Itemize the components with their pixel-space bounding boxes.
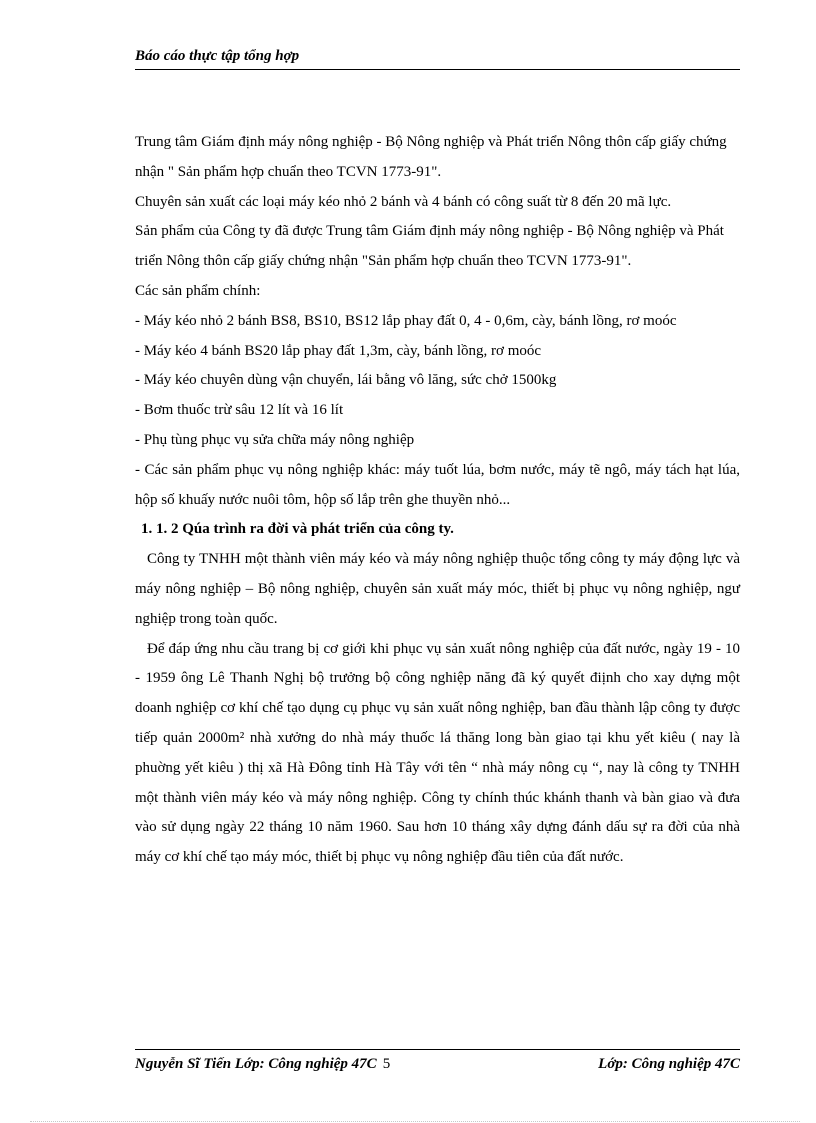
paragraph: Sản phẩm của Công ty đã được Trung tâm Giám định máy nông nghiệp - Bộ Nông nghiệp và Phát triển Nông thôn cấp giấy chứng nhận "Sản phẩm hợp chuẩn theo TCVN 1773-91". [135,223,724,270]
paragraph: Trung tâm Giám định máy nông nghiệp - Bộ Nông nghiệp và Phát triển Nông thôn cấp giấy chứng nhận " Sản phẩm hợp chuẩn theo TCVN 1773-91". [135,134,727,180]
product-list-item: - Bơm thuốc trừ sâu 12 lít và 16 lít [135,402,344,419]
product-list-item: - Phụ tùng phục vụ sửa chữa máy nông nghiệp [135,431,415,448]
paragraph: Để đáp ứng nhu cầu trang bị cơ giới khi phục vụ sản xuất nông nghiệp của đất nước, ngày 19 - 10 - 1959 ông Lê Thanh Nghị bộ trưởng bộ công nghiệp năng đã ký quyết điịnh cho xay dựng một doanh nghiệp cơ khí chế tạo dụng cụ phục vụ sản xuất nông nghiệp, ban đầu thành lập công ty được tiếp quản 2000m² nhà xưởng do nhà máy thuốc lá thăng long bàn giao tại khu yết kiêu ( nay là phuờng yết kiêu ) thị xã Hà Đông tỉnh Hà Tây với tên “ nhà máy nông cụ “, nay là công ty TNHH một thành viên máy kéo và máy nông nghiệp. Công ty chính thúc khánh thanh và bàn giao và đưa vào sử dụng ngày 22 tháng 10 năm 1960. Sau hơn 10 tháng xây dựng đánh dấu sự ra đời của nhà máy cơ khí chế tạo máy móc, thiết bị phục vụ nông nghiệp đầu tiên của đất nước. [135,640,740,866]
product-list-item: - Máy kéo chuyên dùng vận chuyển, lái bằng vô lăng, sức chở 1500kg [135,372,557,389]
product-list-item: - Máy kéo 4 bánh BS20 lắp phay đất 1,3m, cày, bánh lồng, rơ moóc [135,342,542,359]
document-body [135,128,740,873]
page-number: 5 [382,1056,391,1072]
section-heading: 1. 1. 2 Qúa trình ra đời và phát triển của công ty. [141,521,454,538]
paragraph: Công ty TNHH một thành viên máy kéo và máy nông nghiệp thuộc tổng công ty máy động lực và máy nông nghiệp – Bộ nông nghiệp, chuyên sản xuất máy móc, thiết bị phục vụ nông nghiệp, ngư nghiệp trong toàn quốc. [135,551,740,627]
product-list-item: - Các sản phẩm phục vụ nông nghiệp khác: máy tuốt lúa, bơm nước, máy tẽ ngô, máy tách hạt lúa, hộp số khuấy nước nuôi tôm, hộp số lắp trên ghe thuyền nhỏ... [135,461,740,508]
page-edge-dotted-line [30,1121,800,1122]
header-divider [135,69,740,70]
footer-author-class [135,1056,390,1073]
paragraph: Chuyên sản xuất các loại máy kéo nhỏ 2 bánh và 4 bánh có công suất từ 8 đến 20 mã lực. [135,193,672,210]
product-list-item: - Máy kéo nhỏ 2 bánh BS8, BS10, BS12 lắp phay đất 0, 4 - 0,6m, cày, bánh lồng, rơ moóc [135,312,677,329]
footer-author-text: Nguyễn Sĩ Tiến Lớp: Công nghiệp 47C [135,1056,377,1072]
footer-class: Lớp: Công nghiệp 47C [598,1056,740,1072]
paragraph: Các sản phẩm chính: [135,282,261,299]
page-header-title: Báo cáo thực tập tổng hợp [135,48,300,64]
footer-divider [135,1049,740,1050]
